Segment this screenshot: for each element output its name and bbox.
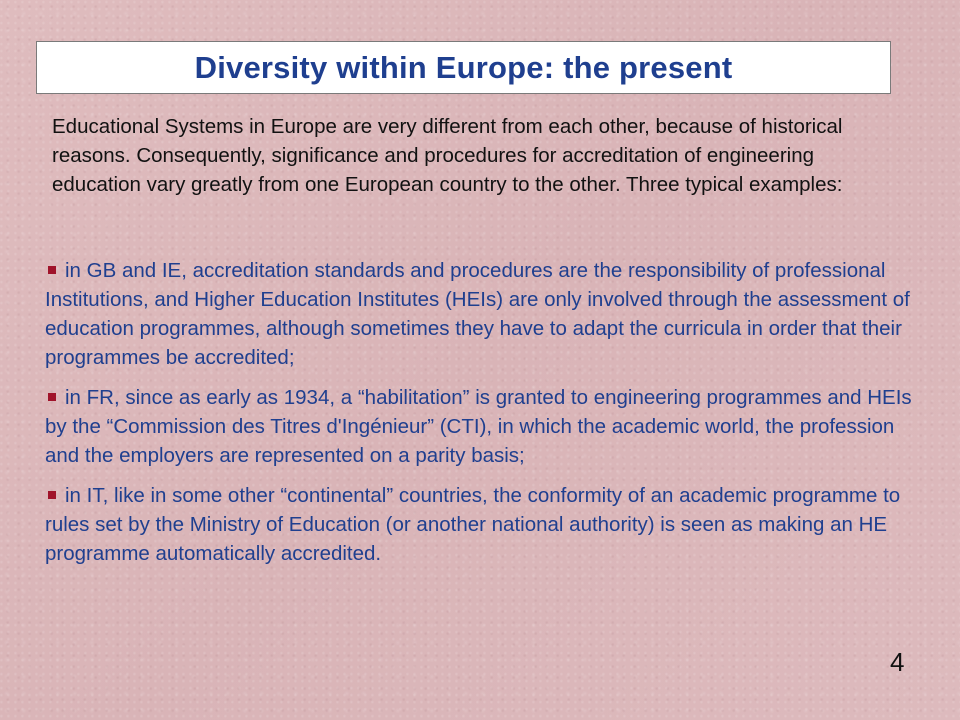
bullet-text: in IT, like in some other “continental” countries, the conformity of an academic programme to rules set by the Ministry of Education (or another national authority) is seen as making an HE programme automatically accredited. [45,484,901,565]
intro-paragraph: Educational Systems in Europe are very different from each other, because of historical reasons. Consequently, significance and procedures for accreditation of engineering education vary greatly from one European country to the other. Three typical examples: [52,115,843,196]
square-bullet-icon [48,491,56,499]
square-bullet-icon [48,393,56,401]
bullet-text: in FR, since as early as 1934, a “habilitation” is granted to engineering programmes and HEIs by the “Commission des Titres d'Ingénieur” (CTI), in which the academic world, the profession and the employers are represented on a parity basis; [45,386,912,467]
title-box [36,41,891,94]
bullet-item-it [45,481,915,568]
bullet-item-fr [45,383,915,470]
page-number: 4 [890,647,905,677]
square-bullet-icon [48,266,56,274]
slide-title: Diversity within Europe: the present [194,49,733,85]
bullet-list [45,256,915,579]
bullet-text: in GB and IE, accreditation standards and procedures are the responsibility of professional Institutions, and Higher Education Institutes (HEIs) are only involved through the assessment of education programmes, although sometimes they have to adapt the curricula in order that their programmes be accredited; [45,259,910,369]
bullet-item-gb-ie [45,256,915,372]
